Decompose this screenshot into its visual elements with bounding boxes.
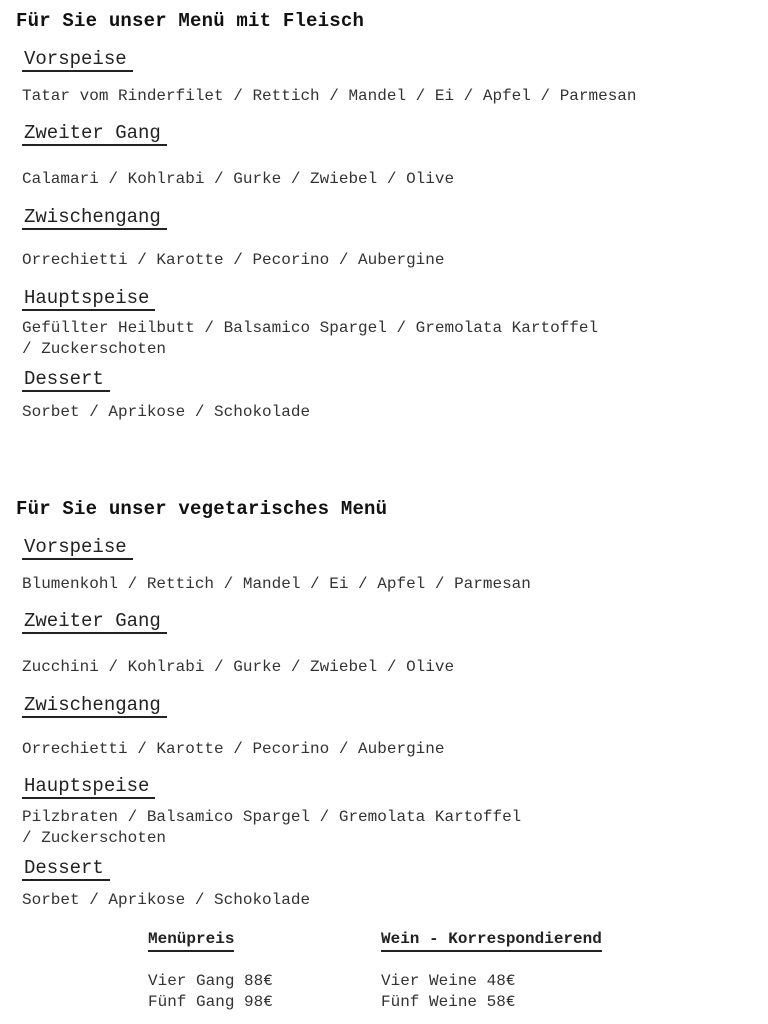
wine-pairing-five-wines: Fünf Weine 58€ xyxy=(381,993,516,1011)
meat-course-dishes-zweiter-gang: Calamari / Kohlrabi / Gurke / Zwiebel / Olive xyxy=(22,170,455,188)
wine-pairing-heading: Wein - Korrespondierend xyxy=(381,929,602,952)
wine-pairing-four-wines: Vier Weine 48€ xyxy=(381,972,516,990)
meat-course-dishes-zwischengang: Orrechietti / Karotte / Pecorino / Aubergine xyxy=(22,251,445,269)
meat-course-dishes-vorspeise: Tatar vom Rinderfilet / Rettich / Mandel / Ei / Apfel / Parmesan xyxy=(22,87,637,105)
meat-course-dishes-hauptspeise-line2: / Zuckerschoten xyxy=(22,340,167,358)
menu-price-five-courses: Fünf Gang 98€ xyxy=(148,993,273,1011)
veg-course-heading-zweiter-gang: Zweiter Gang xyxy=(22,610,167,634)
meat-course-dishes-hauptspeise-line1: Gefüllter Heilbutt / Balsamico Spargel / Gremolata Kartoffel xyxy=(22,319,599,337)
meat-course-dishes-dessert: Sorbet / Aprikose / Schokolade xyxy=(22,403,311,421)
veg-course-dishes-hauptspeise-line2: / Zuckerschoten xyxy=(22,829,167,847)
veg-course-heading-zwischengang: Zwischengang xyxy=(22,694,167,718)
meat-course-heading-zwischengang: Zwischengang xyxy=(22,206,167,230)
meat-course-heading-vorspeise: Vorspeise xyxy=(22,48,133,72)
meat-course-heading-hauptspeise: Hauptspeise xyxy=(22,287,155,311)
veg-course-dishes-zweiter-gang: Zucchini / Kohlrabi / Gurke / Zwiebel / Olive xyxy=(22,658,455,676)
veg-course-heading-hauptspeise: Hauptspeise xyxy=(22,775,155,799)
veg-course-dishes-zwischengang: Orrechietti / Karotte / Pecorino / Aubergine xyxy=(22,740,445,758)
veg-menu-title: Für Sie unser vegetarisches Menü xyxy=(16,498,388,520)
veg-course-dishes-dessert: Sorbet / Aprikose / Schokolade xyxy=(22,891,311,909)
menu-price-heading: Menüpreis xyxy=(148,929,234,952)
meat-course-heading-zweiter-gang: Zweiter Gang xyxy=(22,122,167,146)
menu-price-four-courses: Vier Gang 88€ xyxy=(148,972,273,990)
meat-course-heading-dessert: Dessert xyxy=(22,368,110,392)
veg-course-heading-vorspeise: Vorspeise xyxy=(22,536,133,560)
meat-menu-title: Für Sie unser Menü mit Fleisch xyxy=(16,10,365,32)
veg-course-dishes-hauptspeise-line1: Pilzbraten / Balsamico Spargel / Gremolata Kartoffel xyxy=(22,808,522,826)
veg-course-heading-dessert: Dessert xyxy=(22,857,110,881)
veg-course-dishes-vorspeise: Blumenkohl / Rettich / Mandel / Ei / Apfel / Parmesan xyxy=(22,575,531,593)
